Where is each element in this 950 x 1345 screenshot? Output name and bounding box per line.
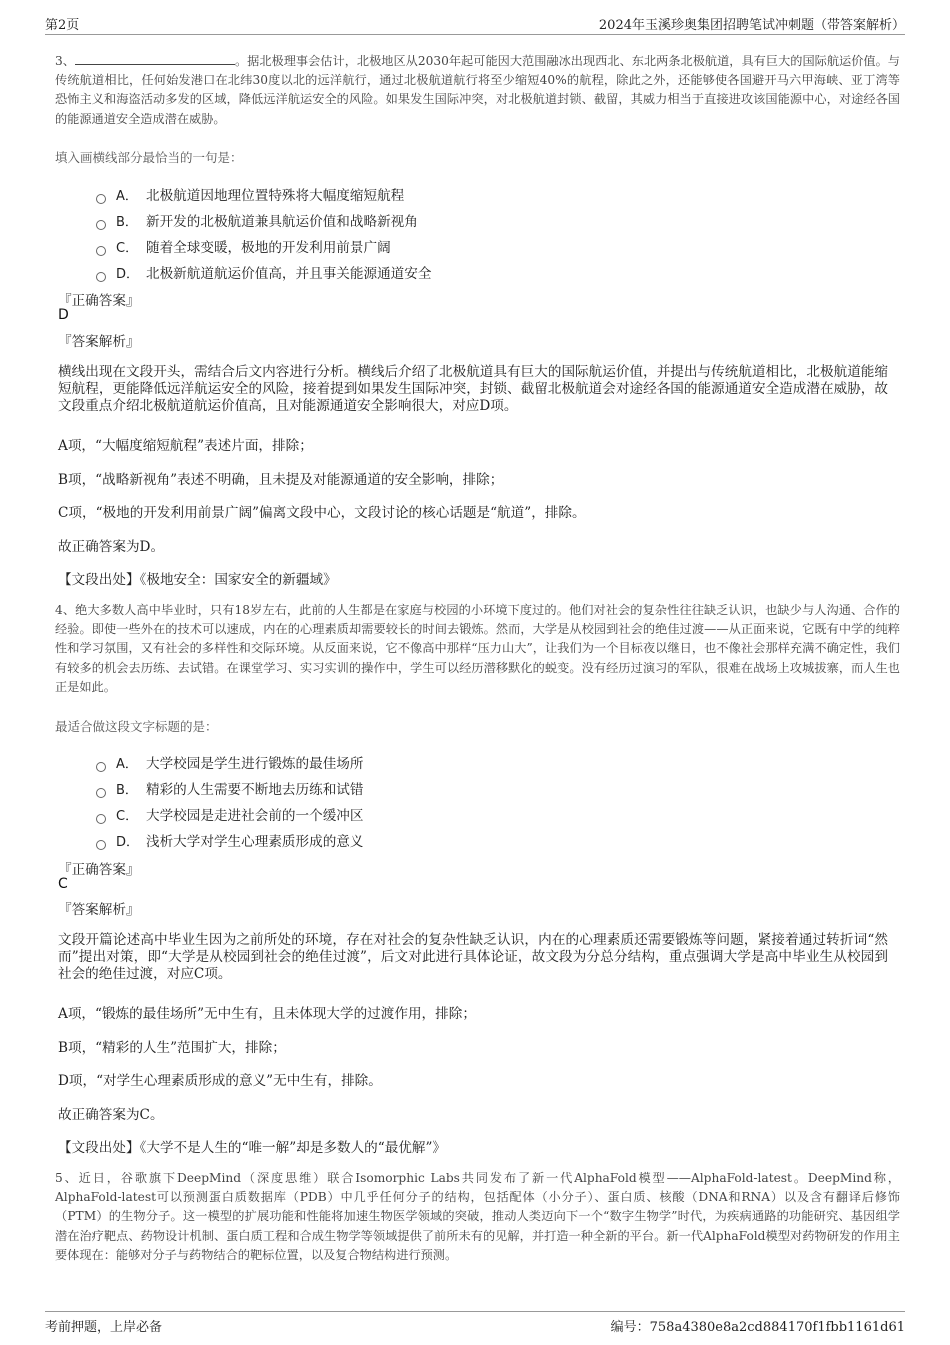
q3-source: 【文段出处】《极地安全：国家安全的新疆域》 xyxy=(58,572,337,588)
footer-slogan: 考前押题，上岸必备 xyxy=(45,1320,163,1335)
document-id: 编号：758a4380e8a2cd884170f1fbb1161d61 xyxy=(610,1320,905,1335)
radio-icon[interactable] xyxy=(96,220,106,230)
q4-option-a-explanation: A项，“锻炼的最佳场所”无中生有，且未体现大学的过渡作用，排除； xyxy=(58,1006,476,1022)
q4-option-b-explanation: B项，“精彩的人生”范围扩大，排除； xyxy=(58,1040,286,1056)
question-4-prompt: 最适合做这段文字标题的是： xyxy=(55,719,218,734)
question-3-stem: 3、 。据北极理事会估计，北极地区从2030年起可能因大范围融冰出现西北、东北两条北极航道，具有巨大的国际航运价值。与传统航道相比，任何始发港口在北纬30度以北的远洋航行，通过北极航道航行将至少缩短40%的航程，除此之外，还能够使各国避开马六甲海峡、亚丁湾等恐怖主义和海盗活动多发的区域，降低远洋航运安全的风险。如果发生国际冲突，对北极航道封锁、截留，其威力相当于直接进攻该国能源中心，对途经各国的能源通道安全造成潜在威胁。 xyxy=(55,54,900,126)
q3-conclusion: 故正确答案为D。 xyxy=(58,539,165,555)
q3-option-d[interactable]: D． 北极新航道航运价值高，并且事关能源通道安全 xyxy=(96,262,431,282)
radio-icon[interactable] xyxy=(96,788,106,798)
q4-answer-label: 『正确答案』 xyxy=(58,862,140,878)
fill-blank xyxy=(75,53,235,65)
radio-icon[interactable] xyxy=(96,762,106,772)
q3-option-a[interactable]: A． 北极航道因地理位置特殊将大幅度缩短航程 xyxy=(96,184,404,204)
q4-analysis: 文段开篇论述高中毕业生因为之前所处的环境，存在对社会的复杂性缺乏认识，内在的心理素质还需要锻炼等问题，紧接着通过转折词“然而”提出对策，即“大学是从校园到社会的绝佳过渡”，后文对此进行具体论证，故文段为分总分结构，重点强调大学是高中毕业生从校园到社会的绝佳过渡，对应C项。 xyxy=(58,932,888,982)
q4-option-a[interactable]: A． 大学校园是学生进行锻炼的最佳场所 xyxy=(96,752,364,772)
q3-answer-label: 『正确答案』 xyxy=(58,293,140,309)
document-title: 2024年玉溪珍奥集团招聘笔试冲刺题（带答案解析） xyxy=(598,18,905,33)
q4-option-d-explanation: D项，“对学生心理素质形成的意义”无中生有，排除。 xyxy=(58,1073,382,1089)
q3-analysis: 横线出现在文段开头，需结合后文内容进行分析。横线后介绍了北极航道具有巨大的国际航运价值，并提出与传统航道相比，北极航道能缩短航程，更能降低远洋航运安全的风险，接着提到如果发生国际冲突，封锁、截留北极航道会对途经各国的能源通道安全造成潜在威胁，故文段重点介绍北极航道航运价值高，且对能源通道安全影响很大，对应D项。 xyxy=(58,364,888,414)
q4-option-d[interactable]: D． 浅析大学对学生心理素质形成的意义 xyxy=(96,830,364,850)
page-footer xyxy=(45,1311,905,1335)
q3-option-b-explanation: B项，“战略新视角”表述不明确，且未提及对能源通道的安全影响，排除； xyxy=(58,472,504,488)
q4-analysis-label: 『答案解析』 xyxy=(58,902,140,918)
q4-option-b[interactable]: B． 精彩的人生需要不断地去历练和试错 xyxy=(96,778,364,798)
radio-icon[interactable] xyxy=(96,840,106,850)
page-header xyxy=(45,12,905,35)
q4-source: 【文段出处】《大学不是人生的“唯一解”却是多数人的“最优解”》 xyxy=(58,1140,447,1156)
q4-answer: C xyxy=(58,876,68,892)
radio-icon[interactable] xyxy=(96,246,106,256)
q3-option-c-explanation: C项，“极地的开发利用前景广阔”偏离文段中心，文段讨论的核心话题是“航道”，排除。 xyxy=(58,505,586,521)
radio-icon[interactable] xyxy=(96,814,106,824)
q4-option-c[interactable]: C． 大学校园是走进社会前的一个缓冲区 xyxy=(96,804,364,824)
question-4-stem: 4、绝大多数人高中毕业时，只有18岁左右，此前的人生都是在家庭与校园的小环境下度过的。他们对社会的复杂性往往缺乏认识，也缺少与人沟通、合作的经验。即使一些外在的技术可以速成，内在的心理素质却需要较长的时间去锻炼。然而，大学是从校园到社会的绝佳过渡——从正面来说，它既有中学的纯粹性和学习氛围，又有社会的多样性和交际环境。从反面来说，它不像高中那样“压力山大”，让我们为一个目标夜以继日，也不像社会那样充满不确定性，我们有较多的机会去历练、去试错。在课堂学习、实习实训的操作中，学生可以经历潜移默化的蜕变。没有经历过演习的军队，很难在战场上攻城拔寨，而人生也正是如此。 xyxy=(55,603,900,694)
q4-conclusion: 故正确答案为C。 xyxy=(58,1107,164,1123)
q3-option-b[interactable]: B． 新开发的北极航道兼具航运价值和战略新视角 xyxy=(96,210,418,230)
q3-answer: D xyxy=(58,307,69,323)
q3-option-c[interactable]: C． 随着全球变暖，极地的开发利用前景广阔 xyxy=(96,236,391,256)
radio-icon[interactable] xyxy=(96,194,106,204)
radio-icon[interactable] xyxy=(96,272,106,282)
page-number: 第2页 xyxy=(45,18,80,33)
question-3-prompt: 填入画横线部分最恰当的一句是： xyxy=(55,150,243,165)
q3-analysis-label: 『答案解析』 xyxy=(58,334,140,350)
q3-option-a-explanation: A项，“大幅度缩短航程”表述片面，排除； xyxy=(58,438,313,454)
question-5-stem: 5、近日，谷歌旗下DeepMind（深度思维）联合Isomorphic Labs共同发布了新一代AlphaFold模型——AlphaFold-latest。DeepMind称，AlphaFold-latest可以预测蛋白质数据库（PDB）中几乎任何分子的结构，包括配体（小分子）、蛋白质、核酸（DNA和RNA）以及含有翻译后修饰（PTM）的生物分子。这一模型的扩展功能和性能将加速生物医学领域的突破，推动人类迈向下一个“数字生物学”时代，为疾病通路的功能研究、基因组学潜在治疗靶点、药物设计机制、蛋白质工程和合成生物学等领域提供了前所未有的见解，并打造一种全新的平台。新一代AlphaFold模型对药物研发的作用主要体现在：能够对分子与药物结合的靶标位置，以及复合物结构进行预测。 xyxy=(55,1171,900,1262)
